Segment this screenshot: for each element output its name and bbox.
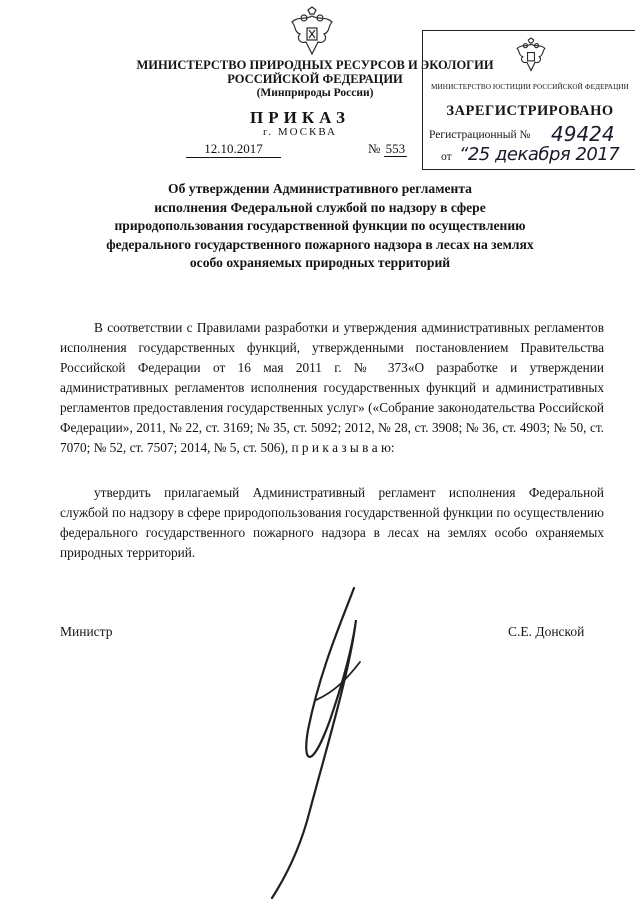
signer-position: Министр (60, 624, 113, 639)
document-title (60, 180, 580, 273)
stamp-coat-of-arms-icon (513, 37, 549, 75)
registration-stamp (422, 30, 635, 170)
body-paragraph-2: утвердить прилагаемый Административный регламент исполнения Федеральной службой по надзору в сфере природопользования государственной функции по осуществлению федерального государственного пожарного надзора в лесах на землях особо охраняемых природных территорий. (60, 485, 604, 560)
ministry-name-line1: МИНИСТЕРСТВО ПРИРОДНЫХ РЕСУРСОВ И ЭКОЛОГИИ (136, 58, 494, 72)
order-number-prefix: № (368, 141, 381, 156)
stamp-reg-number-value: 49424 (551, 122, 615, 146)
order-city: г. МОСКВА (263, 126, 337, 138)
stamp-reg-date-value: “25 декабря 2017 (459, 144, 620, 165)
handwritten-signature (250, 580, 400, 910)
stamp-reg-number-label: Регистрационный № (429, 129, 531, 141)
ministry-name-line2: РОССИЙСКОЙ ФЕДЕРАЦИИ (227, 72, 403, 86)
stamp-organization: МИНИСТЕРСТВО ЮСТИЦИИ РОССИЙСКОЙ ФЕДЕРАЦИИ (431, 83, 629, 91)
signer-name: С.Е. Донской (508, 624, 585, 639)
coat-of-arms-icon (286, 6, 338, 60)
order-number: 553 (385, 141, 406, 156)
title-line: исполнения Федеральной службой по надзору в сфере (154, 199, 486, 215)
title-line: Об утверждении Административного регламента (168, 181, 472, 196)
order-heading: ПРИКАЗ (250, 108, 350, 127)
stamp-reg-date-label: от (441, 151, 452, 163)
body-paragraph-1: В соответствии с Правилами разработки и утверждения административных регламентов исполнения государственных функций, утвержденными постановлением Правительства Российской Федерации от 16 мая 2011 г. № 373«О разработке и утверждении административных регламентов исполнения государственных функций и административных регламентов предоставления государственных услуг» («Собрание законодательства Российской Федерации», 2011, № 22, ст. 3169; № 35, ст. 5092; 2012, № 28, ст. 3908; № 36, ст. 4903; № 50, ст. 7070; № 52, ст. 7507; 2014, № 5, ст. 506), п р и к а з ы в а ю: (60, 320, 604, 455)
stamp-status: ЗАРЕГИСТРИРОВАНО (446, 103, 614, 119)
ministry-short-name: (Минприроды России) (256, 87, 374, 99)
title-line: особо охраняемых природных территорий (189, 255, 451, 270)
title-line: природопользования государственной функции по осуществлению (114, 218, 526, 233)
title-line: федерального государственного пожарного надзора в лесах на землях (106, 236, 534, 252)
order-date: 12.10.2017 (186, 141, 281, 158)
